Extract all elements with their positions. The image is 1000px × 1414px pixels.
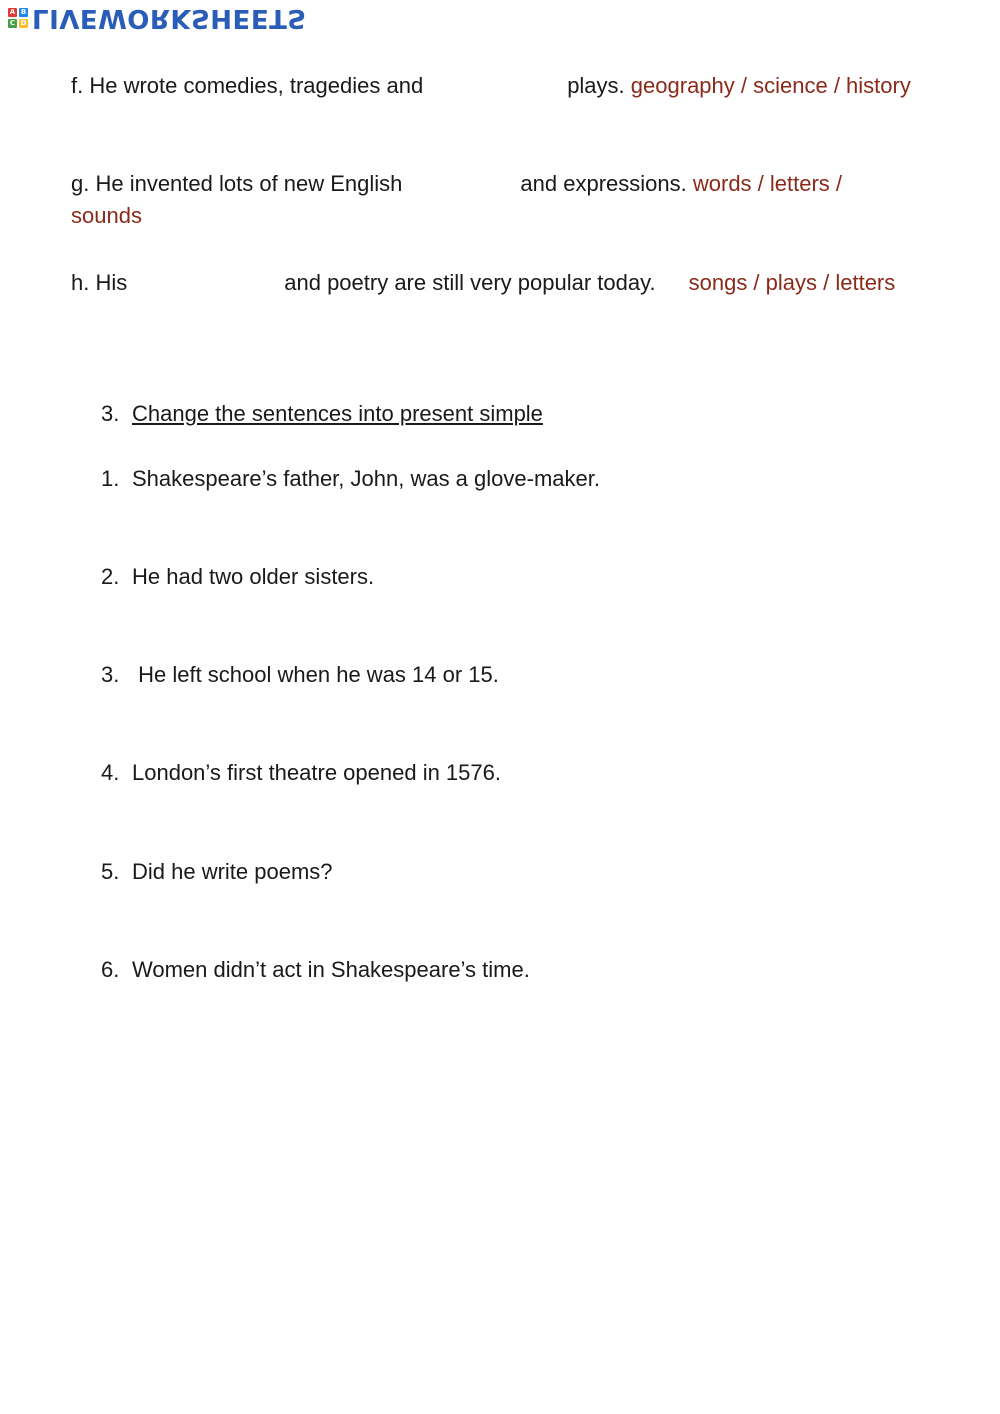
sentence-g-options: words / letters / sounds <box>71 171 843 228</box>
sentence-h-options: songs / plays / letters <box>688 270 896 295</box>
list-item-text: Did he write poems? <box>132 859 333 884</box>
list-item-text: London’s first theatre opened in 1576. <box>132 760 501 785</box>
list-item-number: 6. <box>101 957 120 982</box>
logo-text: LIVEWORKSHEETS <box>32 3 307 33</box>
list-item-number: 4. <box>101 760 120 785</box>
list-item-number: 5. <box>101 859 120 884</box>
list-item-2 <box>101 561 374 593</box>
sentence-f <box>71 70 911 102</box>
sentence-g-before: g. He invented lots of new English <box>71 171 403 196</box>
liveworksheets-logo <box>8 4 307 32</box>
list-item-5 <box>101 856 333 888</box>
section-3-title: Change the sentences into present simple <box>132 401 543 426</box>
list-item-text: Women didn’t act in Shakespeare’s time. <box>132 957 530 982</box>
logo-block-b: B <box>20 8 27 16</box>
list-item-number: 1. <box>101 466 120 491</box>
sentence-g <box>71 168 911 232</box>
list-item-number: 2. <box>101 564 120 589</box>
logo-block-a: A <box>9 8 16 16</box>
section-3-heading <box>101 398 543 430</box>
logo-block-c: C <box>9 19 16 27</box>
section-3-number: 3. <box>101 401 120 426</box>
sentence-g-after: and expressions. <box>520 171 687 196</box>
sentence-f-before: f. He wrote comedies, tragedies and <box>71 73 424 98</box>
list-item-number: 3. <box>101 662 120 687</box>
list-item-1 <box>101 463 600 495</box>
list-item-4 <box>101 757 501 789</box>
sentence-f-after: plays. <box>567 73 625 98</box>
list-item-3 <box>101 659 499 691</box>
list-item-text: Shakespeare’s father, John, was a glove-maker. <box>132 466 600 491</box>
list-item-text: He had two older sisters. <box>132 564 375 589</box>
sentence-h <box>71 267 911 299</box>
list-item-6 <box>101 954 530 986</box>
logo-blocks-icon <box>8 8 28 28</box>
logo-block-d: D <box>20 19 27 27</box>
sentence-f-options: geography / science / history <box>630 73 911 98</box>
sentence-h-before: h. His <box>71 270 128 295</box>
list-item-text: He left school when he was 14 or 15. <box>132 662 499 687</box>
sentence-h-after: and poetry are still very popular today. <box>284 270 656 295</box>
